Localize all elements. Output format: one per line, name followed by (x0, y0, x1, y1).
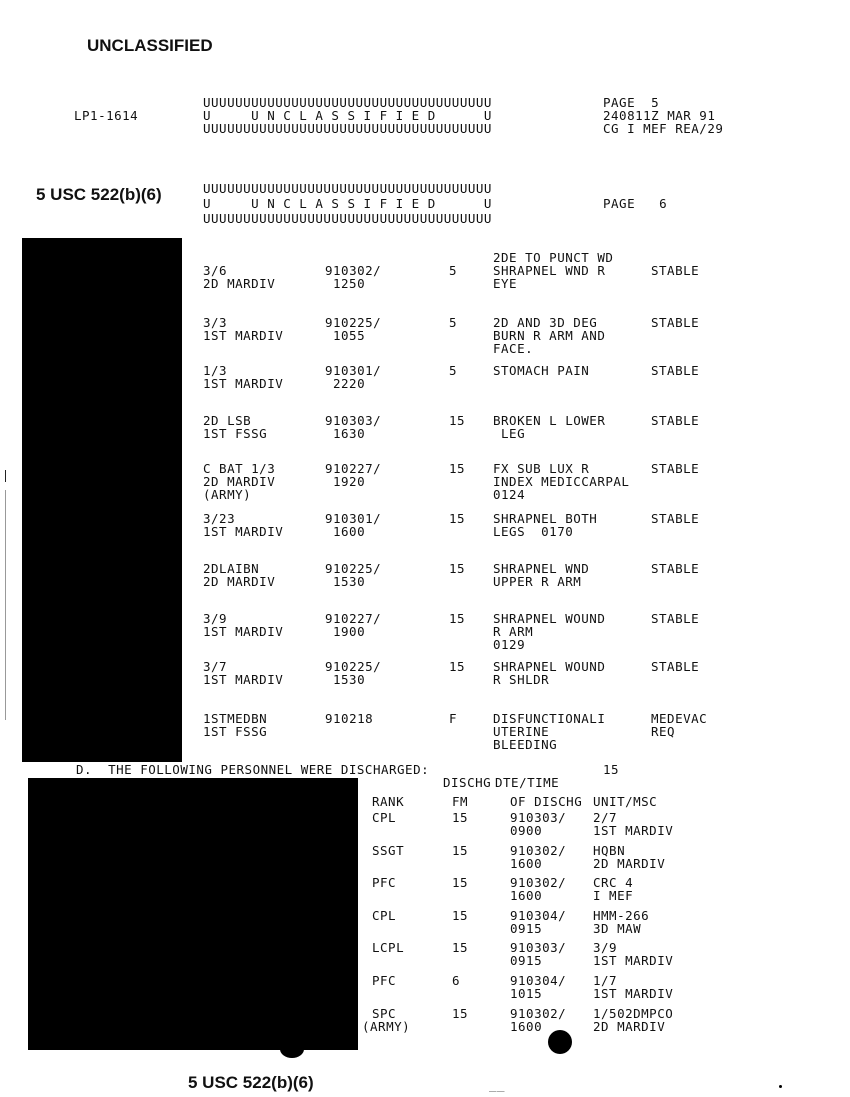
casualty-d3: 0124 (493, 487, 526, 502)
casualty-dt1: 910302/ (325, 263, 382, 278)
discharge-fm: 15 (452, 940, 469, 955)
casualty-fm: 5 (449, 263, 458, 278)
date-time-group: 240811Z MAR 91 (603, 108, 716, 123)
discharge-rank: CPL (372, 908, 397, 923)
casualty-d2: EYE (493, 276, 518, 291)
casualty-dt1: 910303/ (325, 413, 382, 428)
discharge-un1: 2/7 (593, 810, 618, 825)
casualty-d1: SHRAPNEL WND (493, 561, 590, 576)
casualty-u2: 1ST MARDIV (203, 376, 284, 391)
redaction-block-discharge (28, 778, 358, 1050)
message-id: LP1-1614 (74, 108, 139, 123)
discharge-dt2: 1600 (510, 888, 543, 903)
discharge-dt2: 0900 (510, 823, 543, 838)
classification-label: UNCLASSIFIED (87, 36, 213, 55)
casualty-d3: 0129 (493, 637, 526, 652)
col-dischg-header: DISCHG (443, 775, 492, 790)
discharge-rank: SPC (372, 1006, 397, 1021)
casualty-status2: REQ (651, 724, 676, 739)
discharge-dt2: 1015 (510, 986, 543, 1001)
casualty-d2: R ARM (493, 624, 534, 639)
discharge-un1: HQBN (593, 843, 626, 858)
casualty-d2: LEGS 0170 (493, 524, 574, 539)
foia-exemption-top: 5 USC 522(b)(6) (36, 185, 162, 204)
casualty-u1: 3/3 (203, 315, 228, 330)
casualty-d2: UPPER R ARM (493, 574, 582, 589)
casualty-dt2: 1530 (333, 574, 366, 589)
discharge-dt1: 910302/ (510, 1006, 567, 1021)
casualty-dt1: 910218 (325, 711, 374, 726)
casualty-status1: STABLE (651, 413, 700, 428)
casualty-d1: FX SUB LUX R (493, 461, 590, 476)
discharge-dt1: 910304/ (510, 973, 567, 988)
casualty-dt1: 910225/ (325, 315, 382, 330)
discharge-dt1: 910302/ (510, 843, 567, 858)
discharge-heading: D. THE FOLLOWING PERSONNEL WERE DISCHARGED: (76, 762, 430, 777)
casualty-d2: INDEX MEDICCARPAL (493, 474, 630, 489)
discharge-fm: 15 (452, 1006, 469, 1021)
casualty-fm: 15 (449, 461, 466, 476)
casualty-d2: BURN R ARM AND (493, 328, 606, 343)
casualty-u2: 1ST FSSG (203, 426, 268, 441)
discharge-rank: PFC (372, 973, 397, 988)
discharge-dt2: 1600 (510, 856, 543, 871)
casualty-d1: SHRAPNEL BOTH (493, 511, 598, 526)
casualty-u1: 3/9 (203, 611, 228, 626)
casualty-u2: 1ST MARDIV (203, 672, 284, 687)
ink-blot (548, 1030, 572, 1054)
casualty-d1: SHRAPNEL WND R (493, 263, 606, 278)
casualty-status1: STABLE (651, 315, 700, 330)
casualty-dt2: 1920 (333, 474, 366, 489)
casualty-u2: 1ST MARDIV (203, 328, 284, 343)
page-number-6: PAGE 6 (603, 196, 668, 211)
foia-exemption-bottom: 5 USC 522(b)(6) (188, 1073, 314, 1092)
redaction-blot (280, 1040, 304, 1058)
discharge-un1: HMM-266 (593, 908, 650, 923)
discharge-fm: 6 (452, 973, 461, 988)
header1-border-top: UUUUUUUUUUUUUUUUUUUUUUUUUUUUUUUUUUUU (203, 95, 492, 110)
discharge-rank: SSGT (372, 843, 405, 858)
casualty-status1: STABLE (651, 461, 700, 476)
discharge-un1: 1/7 (593, 973, 618, 988)
casualty-d1: BROKEN L LOWER (493, 413, 606, 428)
discharge-un2: 2D MARDIV (593, 856, 666, 871)
col-unit-header: UNIT/MSC (593, 794, 658, 809)
originator: CG I MEF REA/29 (603, 121, 724, 136)
casualty-d1: SHRAPNEL WOUND (493, 611, 606, 626)
casualty-dt1: 910301/ (325, 363, 382, 378)
header1-border-bottom: UUUUUUUUUUUUUUUUUUUUUUUUUUUUUUUUUUUU (203, 121, 492, 136)
casualty-u2: 2D MARDIV (203, 474, 276, 489)
casualty-status1: STABLE (651, 561, 700, 576)
casualty-status1: STABLE (651, 611, 700, 626)
casualty-fm: F (449, 711, 458, 726)
discharge-fm: 15 (452, 908, 469, 923)
col-rank-header: RANK (372, 794, 405, 809)
casualty-d2: LEG (493, 426, 526, 441)
col-fm-header: FM (452, 794, 469, 809)
casualty-u2: 1ST FSSG (203, 724, 268, 739)
casualty-u1: 2D LSB (203, 413, 252, 428)
discharge-dt1: 910303/ (510, 810, 567, 825)
casualty-dt2: 1630 (333, 426, 366, 441)
casualty-fm: 15 (449, 611, 466, 626)
col-ofdischg-header: OF DISCHG (510, 794, 583, 809)
casualty-fm: 15 (449, 413, 466, 428)
casualty-dt2: 1600 (333, 524, 366, 539)
casualty-d1: 2D AND 3D DEG (493, 315, 598, 330)
casualty-d1: STOMACH PAIN (493, 363, 590, 378)
discharge-dt1: 910302/ (510, 875, 567, 890)
discharge-un1: 1/502DMPCO (593, 1006, 674, 1021)
discharge-rank: PFC (372, 875, 397, 890)
discharge-count: 15 (603, 762, 620, 777)
discharge-un1: 3/9 (593, 940, 618, 955)
casualty-dt2: 1055 (333, 328, 366, 343)
discharge-fm: 15 (452, 810, 469, 825)
header2-border-top: UUUUUUUUUUUUUUUUUUUUUUUUUUUUUUUUUUUU (203, 181, 492, 196)
casualty-u1: 2DLAIBN (203, 561, 260, 576)
header2-classification-line: U U N C L A S S I F I E D U (203, 196, 492, 211)
discharge-un2: 1ST MARDIV (593, 823, 674, 838)
casualty-u2: 1ST MARDIV (203, 524, 284, 539)
casualty-dt1: 910301/ (325, 511, 382, 526)
casualty-fm: 5 (449, 315, 458, 330)
casualty-d1: SHRAPNEL WOUND (493, 659, 606, 674)
discharge-dt2: 0915 (510, 953, 543, 968)
discharge-un2: 1ST MARDIV (593, 986, 674, 1001)
discharge-fm: 15 (452, 843, 469, 858)
casualty-d3: BLEEDING (493, 737, 558, 752)
discharge-un2: 1ST MARDIV (593, 953, 674, 968)
stray-dot (779, 1085, 782, 1088)
discharge-dt1: 910303/ (510, 940, 567, 955)
casualty-dt2: 2220 (333, 376, 366, 391)
casualty-d2: R SHLDR (493, 672, 550, 687)
casualty-status1: STABLE (651, 263, 700, 278)
discharge-rank2: (ARMY) (362, 1019, 411, 1034)
casualty-u1: 1STMEDBN (203, 711, 268, 726)
discharge-un2: 2D MARDIV (593, 1019, 666, 1034)
discharge-dt2: 0915 (510, 921, 543, 936)
discharge-dt1: 910304/ (510, 908, 567, 923)
casualty-fm: 15 (449, 511, 466, 526)
discharge-dt2: 1600 (510, 1019, 543, 1034)
footer-mark: __ (489, 1077, 506, 1092)
page-number-5: PAGE 5 (603, 95, 660, 110)
redaction-block-names (22, 238, 182, 762)
casualty-u2: 2D MARDIV (203, 574, 276, 589)
casualty-status1: STABLE (651, 511, 700, 526)
col-dtetime-header: DTE/TIME (495, 775, 560, 790)
casualty-u2: 1ST MARDIV (203, 624, 284, 639)
discharge-rank: LCPL (372, 940, 405, 955)
discharge-rank: CPL (372, 810, 397, 825)
casualty-fm: 15 (449, 561, 466, 576)
margin-tick (5, 470, 6, 482)
casualty-fm: 15 (449, 659, 466, 674)
casualty-u1: 3/6 (203, 263, 228, 278)
casualty-status1: MEDEVAC (651, 711, 708, 726)
casualty-dt1: 910227/ (325, 611, 382, 626)
header1-classification-line: U U N C L A S S I F I E D U (203, 108, 492, 123)
margin-line (5, 490, 6, 720)
casualty-dt1: 910227/ (325, 461, 382, 476)
discharge-un1: CRC 4 (593, 875, 634, 890)
casualty-dt2: 1530 (333, 672, 366, 687)
casualty-fm: 5 (449, 363, 458, 378)
discharge-fm: 15 (452, 875, 469, 890)
casualty-u1: C BAT 1/3 (203, 461, 276, 476)
casualty-dt2: 1900 (333, 624, 366, 639)
casualty-d2: UTERINE (493, 724, 550, 739)
casualty-d1: 2DE TO PUNCT WD (493, 250, 614, 265)
casualty-dt1: 910225/ (325, 561, 382, 576)
casualty-dt2: 1250 (333, 276, 366, 291)
casualty-d3: FACE. (493, 341, 534, 356)
casualty-dt1: 910225/ (325, 659, 382, 674)
casualty-u2: 2D MARDIV (203, 276, 276, 291)
casualty-d1: DISFUNCTIONALI (493, 711, 606, 726)
discharge-un2: I MEF (593, 888, 634, 903)
casualty-status1: STABLE (651, 363, 700, 378)
casualty-u1: 3/23 (203, 511, 236, 526)
header2-border-bottom: UUUUUUUUUUUUUUUUUUUUUUUUUUUUUUUUUUUU (203, 211, 492, 226)
casualty-u1: 3/7 (203, 659, 228, 674)
discharge-un2: 3D MAW (593, 921, 642, 936)
casualty-u3: (ARMY) (203, 487, 252, 502)
casualty-status1: STABLE (651, 659, 700, 674)
casualty-u1: 1/3 (203, 363, 228, 378)
